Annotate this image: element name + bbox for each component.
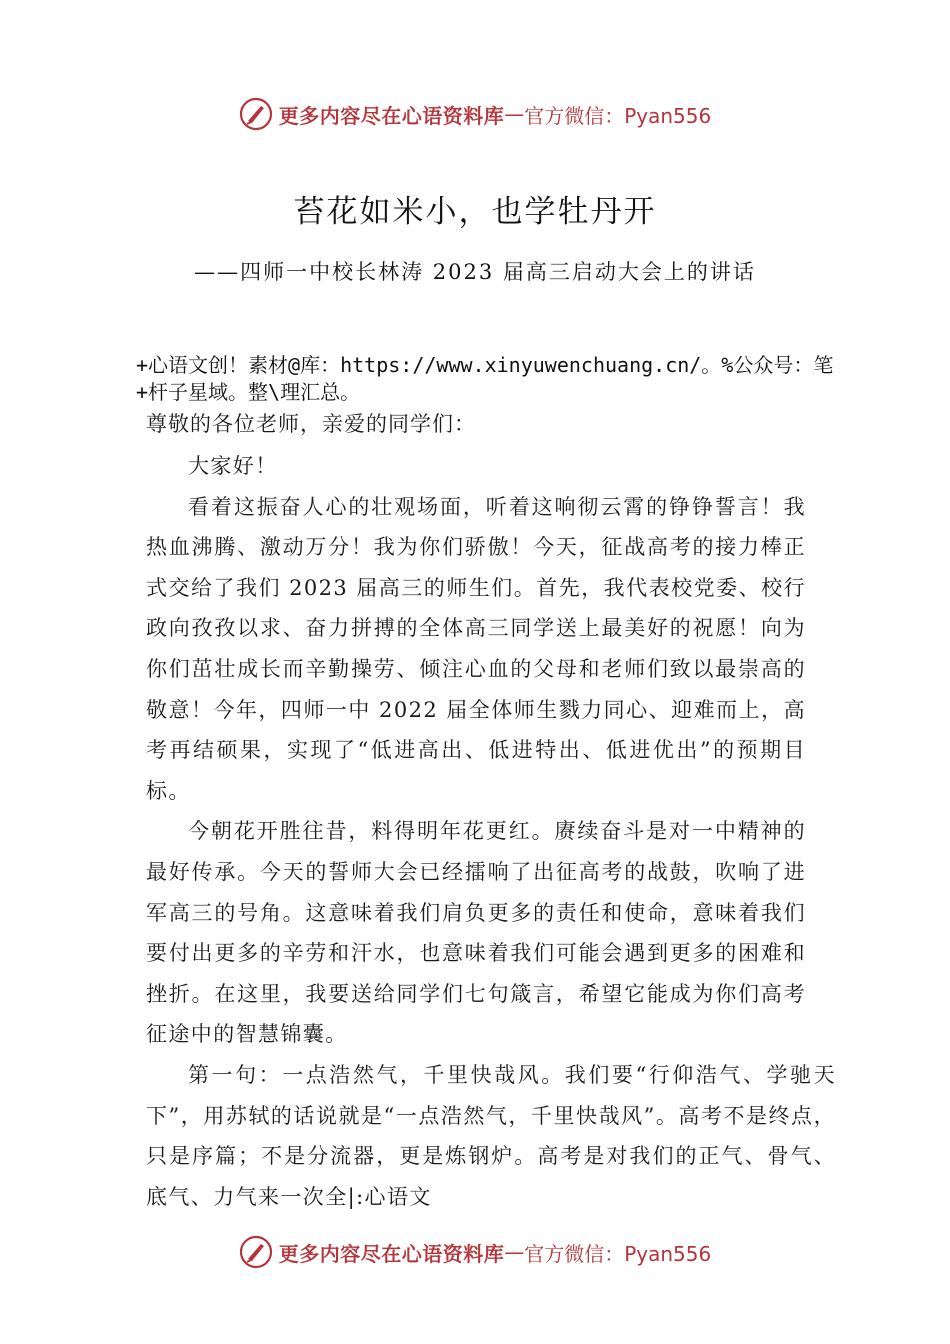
footer-banner-text: 更多内容尽在心语资料库 [278,1241,505,1266]
header-banner-text: 更多内容尽在心语资料库 [278,103,505,128]
quill-logo-icon [239,97,273,131]
paragraph-mission: 今朝花开胜往昔，料得明年花更红。赓续奋斗是对一中精神的最好传承。今天的誓师大会已经擂响了出征高考的战鼓，吹响了进军高三的号角。这意味着我们肩负更多的责任和使命，意味着我们要付出更多的辛劳和汗水，也意味着我们可能会遇到更多的困难和挫折。在这里，我要送给同学们七句箴言，希望它能成为你们高考征途中的智慧锦囊。 [146,819,806,1047]
document-subtitle: ——四师一中校长林涛 2023 届高三启动大会上的讲话 [194,260,756,284]
paragraph-greeting: 大家好！ [188,454,278,478]
footer-banner [0,1232,950,1272]
document-title: 苔花如米小，也学牡丹开 [293,194,657,230]
footer-banner-separator: — [504,1240,525,1264]
watermark-text: +心语文创！素材@库：https://www.xinyuwenchuang.cn/。%公众号：笔+杆子星域。整\理汇总。 [136,353,834,404]
header-banner [0,94,950,134]
paragraph-first-maxim: 第一句：一点浩然气，千里快哉风。我们要“行仰浩气、学驰天下”，用苏轼的话说就是“一点浩然气，千里快哉风”。高考不是终点，只是序篇；不是分流器，更是炼钢炉。高考是对我们的正气、骨气、底气、力气来一次全|:心语文 [146,1062,836,1209]
paragraph-opening: 看着这振奋人心的壮观场面，听着这响彻云霄的铮铮誓言！我热血沸腾、激动万分！我为你们骄傲！今天，征战高考的接力棒正式交给了我们 2023 届高三的师生们。首先，我代表校党委、校行政向孜孜以求、奋力拼搏的全体高三同学送上最美好的祝愿！向为你们茁壮成长而辛勤操劳、倾注心血的父母和老师们致以最崇高的敬意！今年，四师一中 2022 届全体师生戮力同心、迎难而上，高考再结硕果，实现了“低进高出、低进特出、低进优出”的预期目标。 [146,494,806,803]
header-banner-contact: 官方微信：Pyan556 [524,103,712,128]
footer-banner-contact: 官方微信：Pyan556 [524,1241,712,1266]
salutation: 尊敬的各位老师，亲爱的同学们： [146,412,476,436]
document-body [146,446,836,1217]
header-banner-separator: — [504,102,525,126]
quill-logo-icon [239,1235,273,1269]
